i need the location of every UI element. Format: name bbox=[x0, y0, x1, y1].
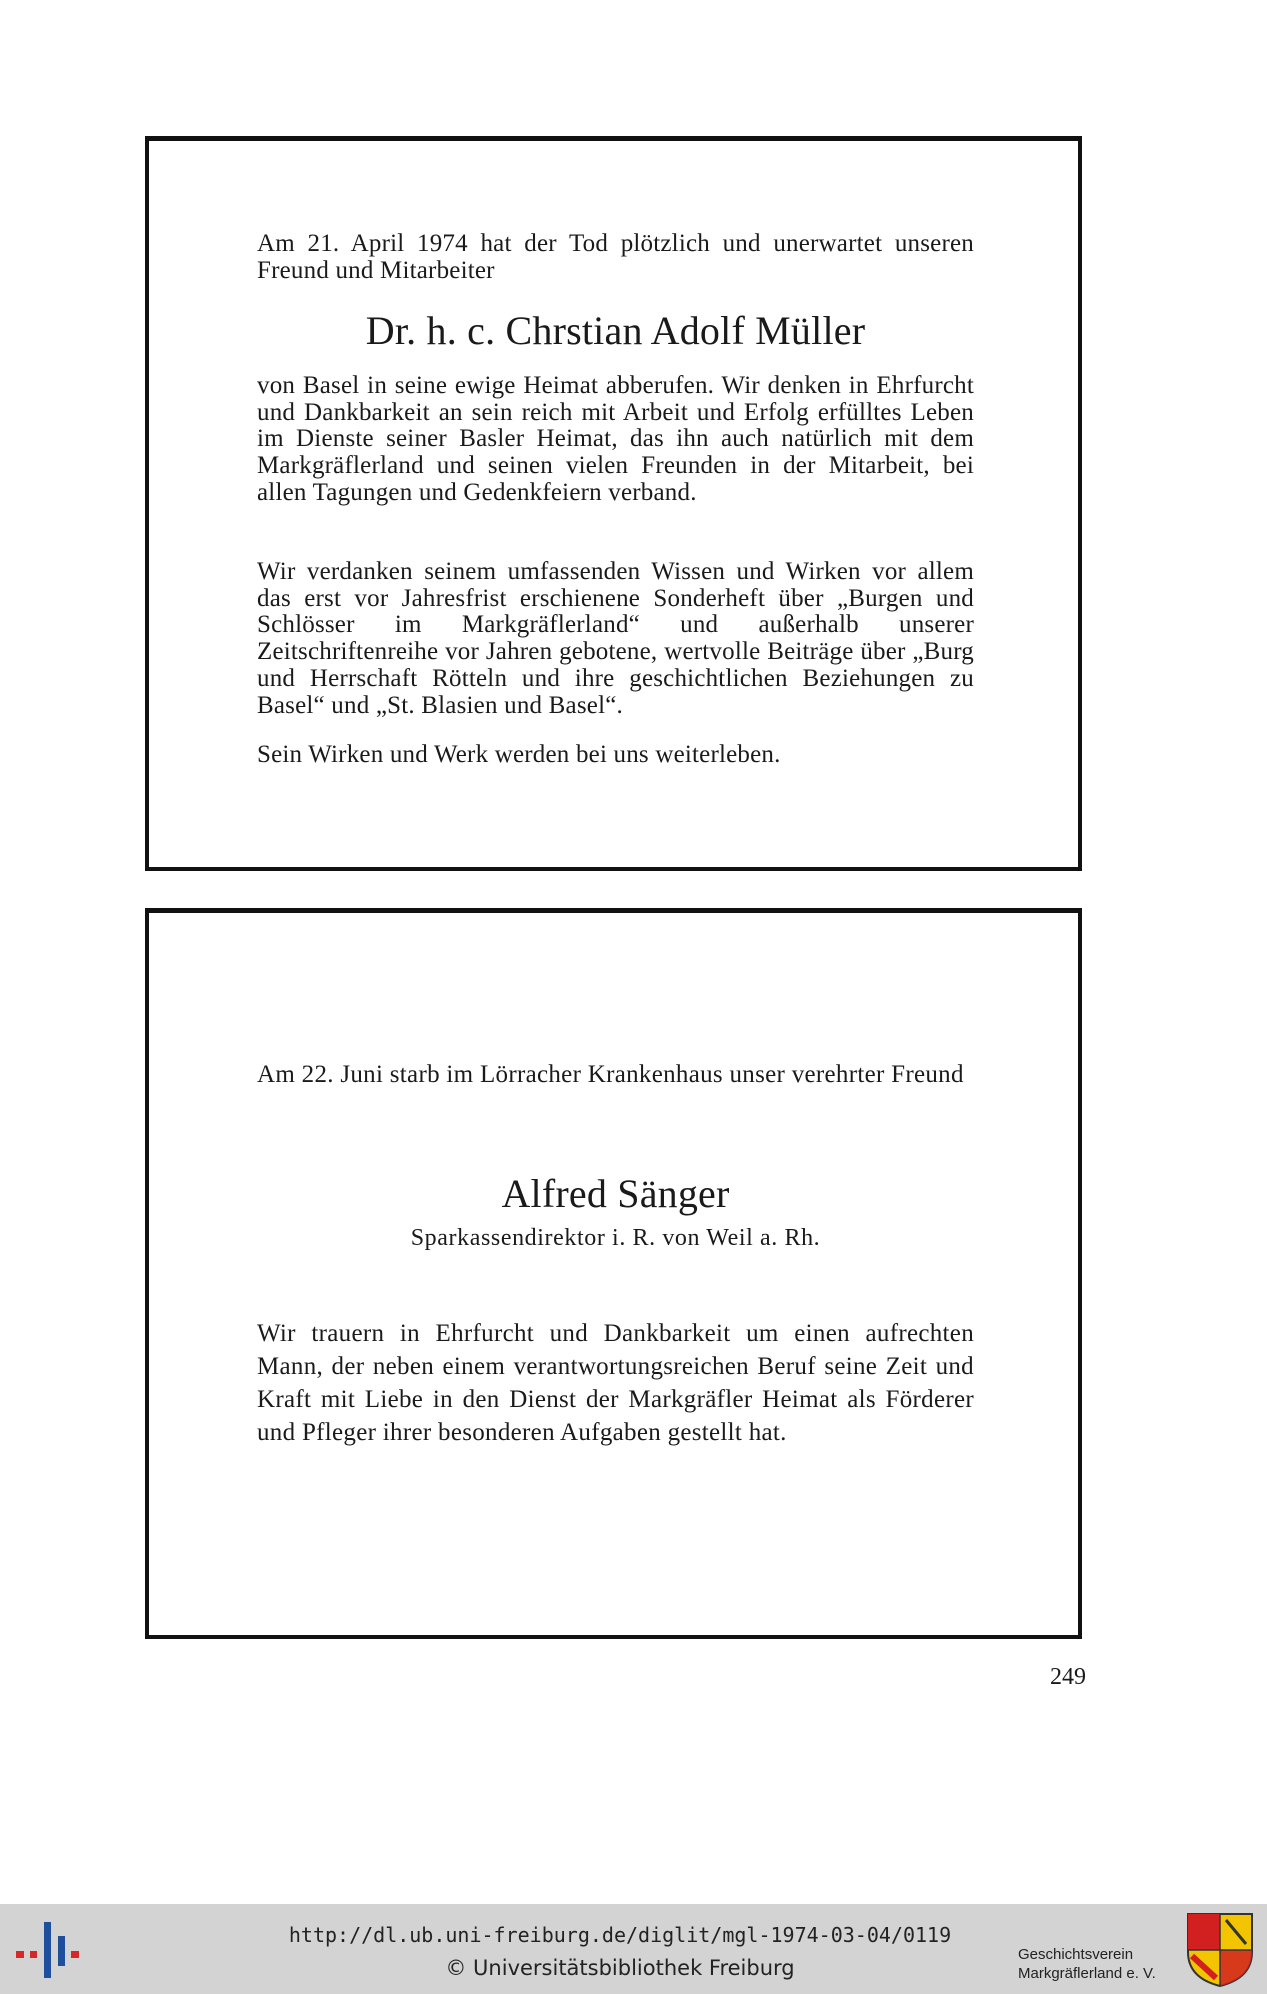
copyright-text: © Universitätsbibliothek Freiburg bbox=[445, 1956, 795, 1980]
document-url-link[interactable]: http://dl.ub.uni-freiburg.de/diglit/mgl-1974-03-04/0119 bbox=[288, 1923, 952, 1947]
notice-paragraph: Wir trauern in Ehrfurcht und Dankbarkeit um einen aufrechten Mann, der neben einem verantwortungsreichen Beruf seine Zeit und Kraft mit Liebe in den Dienst der Markgräfler Heimat als Förderer und Pfleger ihrer besonderen Aufgaben gestellt hat. bbox=[257, 1320, 974, 1446]
society-name-line: Geschichtsverein bbox=[1018, 1946, 1134, 1963]
notice-intro: Am 21. April 1974 hat der Tod plötzlich und unerwartet unseren Freund und Mitarbeiter bbox=[257, 230, 974, 284]
notice-paragraph: Wir verdanken seinem umfassenden Wissen und Wirken vor allem das erst vor Jahresfrist erschienene Sonderheft über „Burgen und Schlösser im Markgräflerland“ und außerhalb unserer Zeitschriftenreihe vor Jahren gebotene, wertvolle Beiträge über „Burg und Herrschaft Rötteln und ihre geschichtlichen Beziehungen zu Basel“ und „St. Blasien und Basel“. bbox=[257, 558, 974, 719]
society-name bbox=[1018, 1945, 1188, 1983]
society-name-line: Markgräflerland e. V. bbox=[1018, 1965, 1156, 1982]
notice-closing: Sein Wirken und Werk werden bei uns weiterleben. bbox=[257, 741, 781, 768]
notice-intro: Am 22. Juni starb im Lörracher Krankenhaus unser verehrter Freund bbox=[257, 1061, 964, 1088]
page-number: 249 bbox=[1050, 1664, 1086, 1690]
footer-bar bbox=[0, 1904, 1267, 1994]
ub-freiburg-logo-icon[interactable] bbox=[16, 1918, 80, 1980]
deceased-title: Sparkassendirektor i. R. von Weil a. Rh. bbox=[410, 1225, 821, 1251]
coat-of-arms-icon bbox=[1186, 1912, 1254, 1988]
deceased-name: Alfred Sänger bbox=[501, 1171, 730, 1216]
deceased-name: Dr. h. c. Chrstian Adolf Müller bbox=[365, 308, 866, 353]
obituary-notice-saenger bbox=[145, 908, 1082, 1639]
notice-paragraph: von Basel in seine ewige Heimat abberufen. Wir denken in Ehrfurcht und Dankbarkeit an sein reich mit Arbeit und Erfolg erfülltes Leben im Dienste seiner Basler Heimat, das ihn auch natürlich mit dem Markgräflerland und seinen vielen Freunden in der Mitarbeit, bei allen Tagungen und Gedenkfeiern verband. bbox=[257, 372, 974, 506]
obituary-notice-mueller bbox=[145, 136, 1082, 871]
